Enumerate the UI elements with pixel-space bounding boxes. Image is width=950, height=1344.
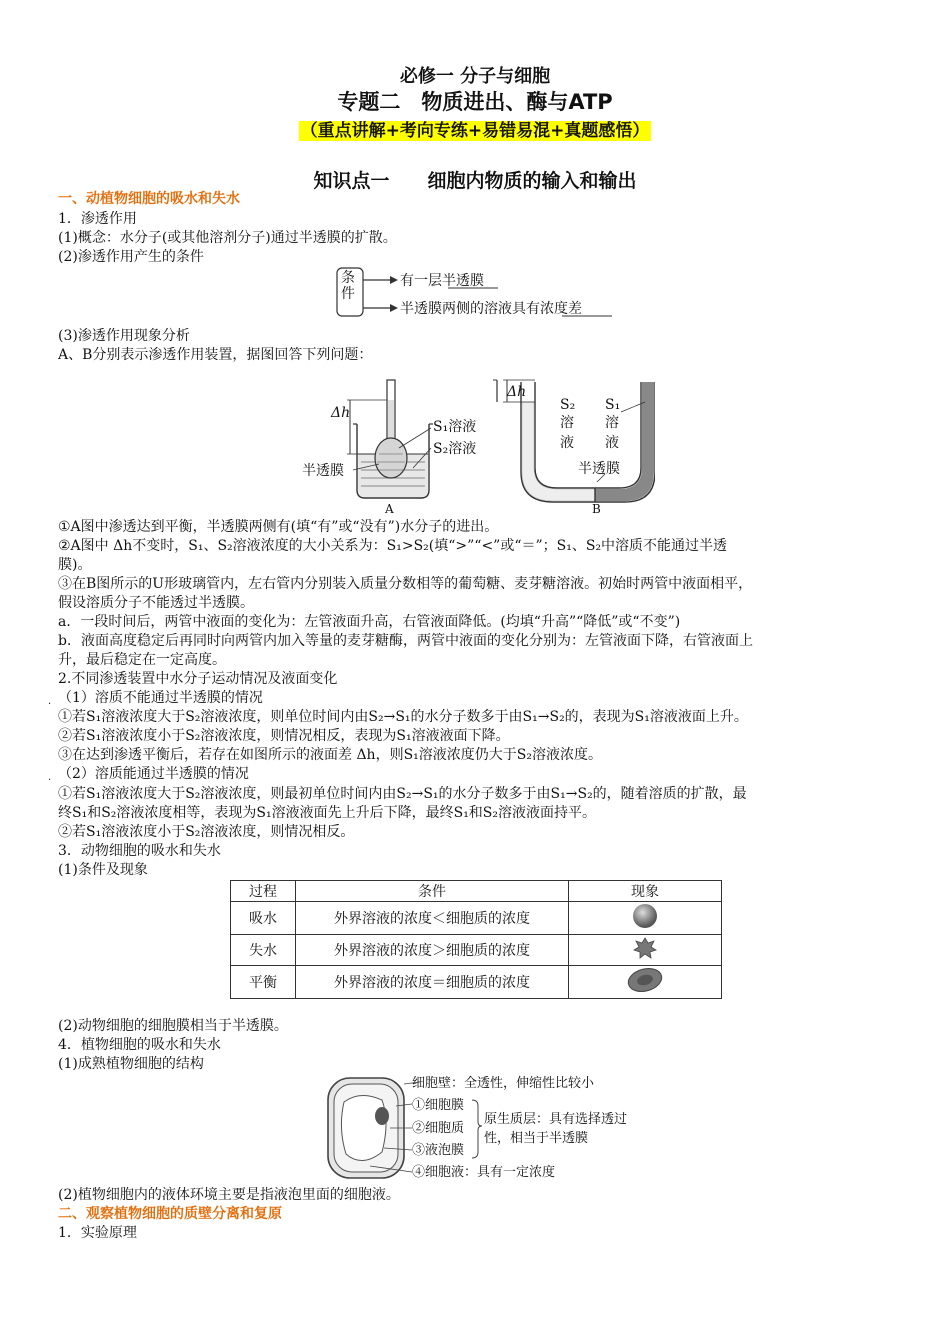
membrane-label-b: 半透膜 xyxy=(578,461,620,477)
text-line: b．液面高度稳定后再同时向两管内加入等量的麦芽糖酶，两管中液面的变化分别为：左管液面下降，右管液面上 xyxy=(58,633,753,649)
shrunken-cell-icon xyxy=(630,935,660,961)
membrane-label-a: 半透膜 xyxy=(302,463,344,479)
text-line: (2)植物细胞内的液体环境主要是指液泡里面的细胞液。 xyxy=(58,1187,400,1203)
text-line: 2.不同渗透装置中水分子运动情况及液面变化 xyxy=(58,671,338,687)
section-heading-2: 二、观察植物细胞的质壁分离和复原 xyxy=(58,1206,282,1222)
cell-membrane-label: ①细胞膜 xyxy=(412,1098,465,1113)
normal-cell-icon xyxy=(625,966,665,994)
rong-label-right: 溶 xyxy=(605,415,619,431)
table-row xyxy=(231,902,722,935)
cell-phenomenon xyxy=(569,935,722,966)
cell-process: 吸水 xyxy=(231,902,296,935)
text-line: 假设溶质分子不能透过半透膜。 xyxy=(58,595,254,611)
bullet-dot: . xyxy=(48,772,52,783)
text-line: ③在B图所示的U形玻璃管内，左右管内分别装入质量分数相等的葡萄糖、麦芽糖溶液。初始时两管中液面相平， xyxy=(58,576,753,592)
text-line: 膜)。 xyxy=(58,557,92,573)
topic-title: 专题二 物质进出、酶与ATP xyxy=(337,90,613,114)
text-line: A、B分别表示渗透作用装置，据图回答下列问题： xyxy=(58,347,373,363)
s2-label-b: S₂ xyxy=(560,397,576,413)
condition-item-1: 有一层半透膜 xyxy=(400,273,484,289)
text-line: (1)成熟植物细胞的结构 xyxy=(58,1056,204,1072)
text-line: (3)渗透作用现象分析 xyxy=(58,328,190,344)
text-line: (2)动物细胞的细胞膜相当于半透膜。 xyxy=(58,1018,288,1034)
condition-box-label: 条件 xyxy=(341,270,355,302)
text-line: (1)概念：水分子(或其他溶剂分子)通过半透膜的扩散。 xyxy=(58,230,397,246)
text-line: （2）溶质能通过半透膜的情况 xyxy=(58,766,249,782)
table-row xyxy=(231,935,722,966)
header-process: 过程 xyxy=(231,881,296,902)
text-line: (2)渗透作用产生的条件 xyxy=(58,249,204,265)
text-line: 1．实验原理 xyxy=(58,1225,137,1241)
cytoplasm-label: ②细胞质 xyxy=(412,1121,465,1136)
text-line: 升，最后稳定在一定高度。 xyxy=(58,652,226,668)
header-phenomenon: 现象 xyxy=(569,881,722,902)
cell-phenomenon xyxy=(569,966,722,999)
vacuole-membrane-label: ③液泡膜 xyxy=(412,1143,465,1158)
highlight-subtitle: （重点讲解+考向专练+易错易混+真题感悟） xyxy=(300,121,650,141)
section-heading-1: 一、动植物细胞的吸水和失水 xyxy=(58,191,240,207)
text-line: ①若S₁溶液浓度大于S₂溶液浓度，则单位时间内由S₂→S₁的水分子数多于由S₁→S₂的，表现为S₁溶液液面上升。 xyxy=(58,709,748,725)
text-line: ①若S₁溶液浓度大于S₂溶液浓度，则最初单位时间内由S₂→S₁的水分子数多于由S₁→S₂的，随着溶质的扩散，最 xyxy=(58,786,747,802)
text-line: 终S₁和S₂溶液浓度相等，表现为S₁溶液液面先上升后下降，最终S₁和S₂溶液液面持平。 xyxy=(58,805,597,821)
cell-process: 失水 xyxy=(231,935,296,966)
text-line: ②若S₁溶液浓度小于S₂溶液浓度，则情况相反。 xyxy=(58,824,355,840)
cell-condition: 外界溶液的浓度＞细胞质的浓度 xyxy=(296,935,569,966)
cell-phenomenon xyxy=(569,902,722,935)
bullet-dot: . xyxy=(48,696,52,707)
text-line: ①A图中渗透达到平衡，半透膜两侧有(填“有”或“没有”)水分子的进出。 xyxy=(58,519,499,535)
table-header-row xyxy=(231,881,722,902)
text-line: 1．渗透作用 xyxy=(58,211,137,227)
s1-label-b: S₁ xyxy=(605,397,621,413)
knowledge-point-title: 知识点一 细胞内物质的输入和输出 xyxy=(313,170,637,192)
swollen-cell-icon xyxy=(630,902,660,930)
text-line: 4．植物细胞的吸水和失水 xyxy=(58,1037,221,1053)
text-line: ②若S₁溶液浓度小于S₂溶液浓度，则情况相反，表现为S₁溶液液面下降。 xyxy=(58,728,510,744)
text-line: 3．动物细胞的吸水和失水 xyxy=(58,843,221,859)
cell-sap-label: ④细胞液：具有一定浓度 xyxy=(412,1165,556,1180)
text-line: ②A图中 Δh不变时，S₁、S₂溶液浓度的大小关系为：S₁>S₂(填“>”“<”或“＝”；S₁、S₂中溶质不能通过半透 xyxy=(58,538,728,554)
ye-label-left: 液 xyxy=(560,435,574,451)
header-condition: 条件 xyxy=(296,881,569,902)
table-row xyxy=(231,966,722,999)
text-line: （1）溶质不能通过半透膜的情况 xyxy=(58,690,263,706)
course-title: 必修一 分子与细胞 xyxy=(399,66,551,87)
topic-subtitle xyxy=(0,116,950,141)
apparatus-a-label: A xyxy=(385,502,394,516)
text-line: a．一段时间后，两管中液面的变化为：左管液面升高，右管液面降低。(均填“升高”“降低”或“不变”) xyxy=(58,614,681,630)
delta-h-label-a: Δh xyxy=(331,405,351,421)
protoplast-label-1: 原生质层：具有选择透过 xyxy=(484,1112,628,1127)
text-line: (1)条件及现象 xyxy=(58,862,148,878)
cell-condition: 外界溶液的浓度＝细胞质的浓度 xyxy=(296,966,569,999)
s2-solution-label: S₂溶液 xyxy=(433,441,477,457)
s1-solution-label: S₁溶液 xyxy=(433,419,477,435)
protoplast-label-2: 性，相当于半透膜 xyxy=(484,1131,589,1146)
condition-item-2: 半透膜两侧的溶液具有浓度差 xyxy=(400,301,582,317)
cell-wall-label: 细胞壁：全透性，伸缩性比较小 xyxy=(412,1076,595,1091)
animal-cell-table xyxy=(230,880,722,999)
cell-process: 平衡 xyxy=(231,966,296,999)
apparatus-b-label: B xyxy=(592,502,601,516)
ye-label-right: 液 xyxy=(605,435,619,451)
text-line: ③在达到渗透平衡后，若存在如图所示的液面差 Δh，则S₁溶液浓度仍大于S₂溶液浓度。 xyxy=(58,747,602,763)
rong-label-left: 溶 xyxy=(560,415,574,431)
delta-h-label-b: Δh xyxy=(507,384,527,400)
cell-condition: 外界溶液的浓度＜细胞质的浓度 xyxy=(296,902,569,935)
